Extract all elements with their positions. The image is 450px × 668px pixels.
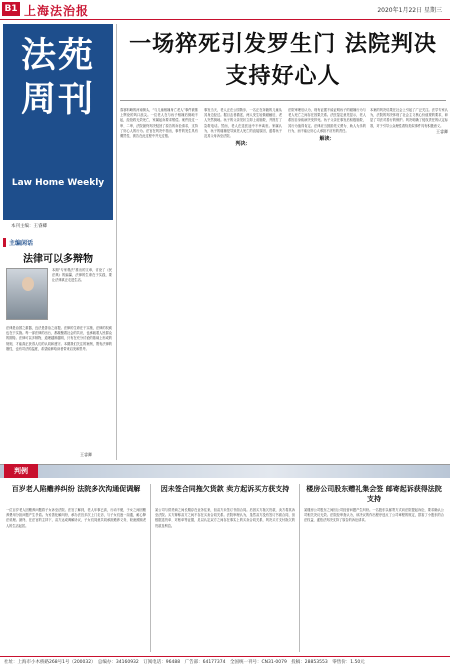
article-column-1: [120, 108, 198, 453]
headline-rule: [120, 100, 446, 101]
host-column-headline: 法律可以多辩物: [23, 254, 93, 265]
article-column-3-text: 法院审理后认为，现有证据不能证明孩子的碰撞行为与老人死亡之间存在因果关系。法医鉴定意见显示，老人系因自身疾病突发猝死。孩子父亲在事发后积极施救，其行为值得肯定。法律应当鼓励见义勇为、助人为乐的行为，而不能让好心人承担不应有的责任。: [288, 108, 366, 133]
host-column-label: 主编闲话: [3, 238, 33, 247]
article-column-3: [288, 108, 366, 453]
case-2-headline: 因未签合同拖欠货款 卖方起诉买方获支持: [160, 485, 290, 493]
article-column-4-text: 本案的判决结果在社会上引起了广泛关注。法学专家认为，法院的判决体现了社会主义核心价值观的要求，彰显了司法对善行的保护。判决明确了侵权责任的认定标准，对于引导公众理性看待类似事件具有积极意义。: [370, 108, 448, 128]
feature-title-english: Law Home Weekly: [11, 178, 105, 188]
host-column-author: 王睿卿: [80, 452, 92, 457]
article-column-2-text: 事发当天，老人正在公园散步，一名正在奔跑的儿童从其身边经过。据目击者描述，两人发生轻微碰触后，老人突然倒地。孩子的父亲见状立即上前施救，并拨打了急救电话。然而，老人在送医途中不幸离世。家属认为，孩子的碰撞是导致老人死亡的直接原因，遂将孩子及其父母诉至法院。: [204, 108, 282, 139]
newspaper-masthead: 上海法治报: [24, 4, 90, 18]
article-column-2: [204, 108, 282, 453]
issue-date: 2020年1月22日 星期三: [377, 7, 442, 14]
article-subhead-analysis: 解读：: [319, 136, 335, 143]
author-face: [22, 277, 34, 291]
article-column-1-text: 春寒料峭的河南街头，“与儿童相撞身亡老人”事件被推上舆论的风口浪尖。一位老人在与孩子相撞后倒地不起，经抢救无效死亡，家属起诉要求赔偿。案件经过一审、二审，法院最终判决驳回了原告的诉讼请求，支持了好心人的行为。法官在判决中指出，事件的发生具有偶然性，被告在此过程中并无过错。: [120, 108, 198, 139]
case-1-body: 一位百岁老人因赡养问题将子女诉至法院。法官了解到，老人年事已高，行动不便，子女之间因赡养费用分担问题产生矛盾。为妥善化解纠纷，承办法官多次上门走访，与子女们逐一沟通，耐心释法说理。最终，在法官的主持下，双方达成调解协议，子女们同意共同承担赡养义务，轮流照顾老人的生活起居。: [6, 508, 146, 528]
main-headline: 一场猝死引发罗生门 法院判决支持好心人: [129, 31, 437, 89]
column-divider: [116, 24, 117, 460]
feature-title-box: [3, 24, 113, 220]
section-band: [0, 464, 450, 478]
host-column-body: 法律是治国之重器，良法是善治之前提。法律的生命在于实施，法律的权威也在于实施。每一部法律的出台，都凝聚着社会的共识，也承载着人民群众的期待。法律可以多辩物，道理越辩越明，只有在充分讨论的基础上形成的规则，才能真正获得人们的认同和遵守。本期我们关注的案例，既有法律的刚性，也有司法的温度，希望能够给读者带来启发和思考。: [6, 326, 112, 351]
case-2-body: 某公司与供货商之间长期存在业务往来，但双方未签订书面合同。后因买方拖欠货款，卖方将其诉至法院。买方辩称双方之间不存在买卖合同关系。法院审理认为，虽然双方没有签订书面合同，但根据送货单、对账单等证据，足以认定双方之间存在事实上的买卖合同关系，判决买方支付拖欠的货款及利息。: [155, 508, 295, 528]
host-column-intro: 本期“专家观法”推出的文章，讨论了《民法典》的编纂，法律的生命在于实践，要让法律真正走进生活。: [52, 268, 112, 283]
editor-credit: 本刊主编：王睿卿: [11, 224, 47, 229]
section-band-label: 判例: [4, 464, 38, 478]
article-column-4: [370, 108, 448, 453]
case-3-headline: 楼房公司股东赠礼集会签 邮寄起诉获得法院支持: [306, 485, 442, 503]
author-photo: [6, 268, 48, 320]
page-footer: 社址：上海市小木桥路268号1号（200032） 总编办：34160932 订阅电话：96488 广告部：64177374 全国统一刊号：CN31-0079 投稿：28853553 零售价：1.50元: [0, 656, 450, 668]
case-1-headline: 百岁老人陷赡养纠纷 法院多次沟通促调解: [11, 485, 141, 493]
article-author: 王睿卿: [436, 128, 448, 134]
page-number-badge: B1: [2, 2, 20, 16]
case-3-body: 某楼房公司股东之间因公司经营问题产生纠纷。一名股东以邮寄方式向法院提起诉讼，要求确认公司相关决议无效。法院经审查认为，该决议的作出程序违反了公司章程的规定，损害了小股东的合法权益，遂依法判决支持了原告的诉讼请求。: [304, 508, 444, 523]
article-subhead-judgment: 判决：: [235, 141, 251, 148]
case-divider: [299, 484, 300, 652]
feature-title: 法苑周刊: [20, 35, 95, 120]
case-divider: [150, 484, 151, 652]
